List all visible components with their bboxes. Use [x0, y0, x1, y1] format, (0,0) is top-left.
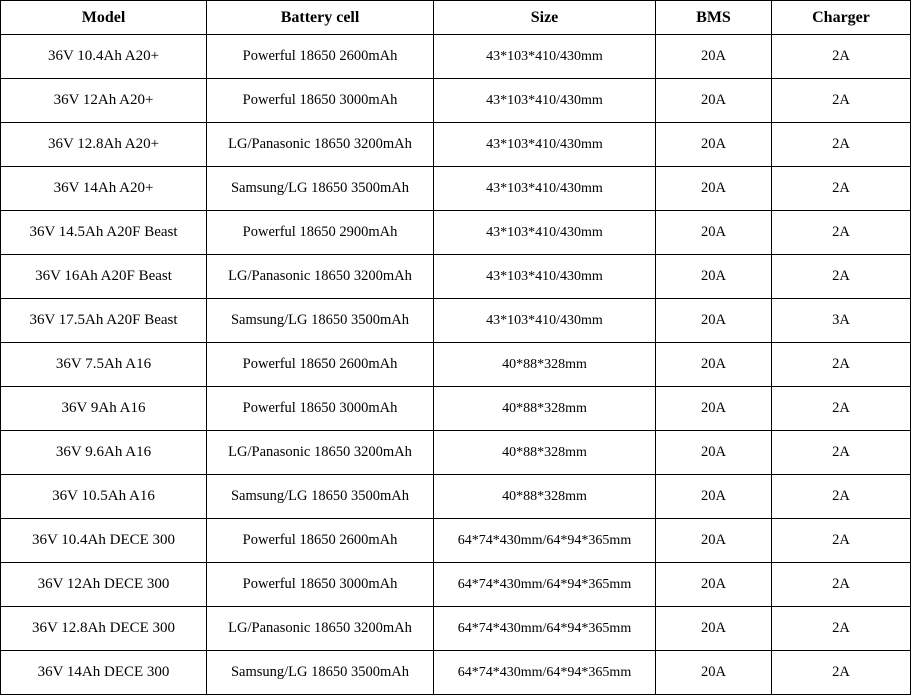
table-row [1, 123, 911, 167]
cell-battery-cell: Samsung/LG 18650 3500mAh [207, 167, 434, 211]
cell-size: 43*103*410/430mm [434, 299, 656, 343]
cell-bms: 20A [656, 123, 772, 167]
table-row [1, 211, 911, 255]
cell-model: 36V 12Ah DECE 300 [1, 563, 207, 607]
cell-battery-cell: Powerful 18650 2600mAh [207, 343, 434, 387]
cell-model: 36V 9Ah A16 [1, 387, 207, 431]
table-row [1, 475, 911, 519]
cell-battery-cell: Samsung/LG 18650 3500mAh [207, 299, 434, 343]
cell-model: 36V 14Ah A20+ [1, 167, 207, 211]
cell-bms: 20A [656, 211, 772, 255]
cell-size: 40*88*328mm [434, 343, 656, 387]
cell-battery-cell: Powerful 18650 2900mAh [207, 211, 434, 255]
table-row [1, 343, 911, 387]
cell-model: 36V 10.4Ah DECE 300 [1, 519, 207, 563]
cell-bms: 20A [656, 475, 772, 519]
table-row [1, 79, 911, 123]
cell-charger: 2A [772, 79, 911, 123]
cell-bms: 20A [656, 343, 772, 387]
cell-charger: 2A [772, 255, 911, 299]
cell-battery-cell: Powerful 18650 2600mAh [207, 35, 434, 79]
table-row [1, 431, 911, 475]
cell-bms: 20A [656, 607, 772, 651]
header-charger: Charger [772, 1, 911, 35]
cell-battery-cell: Samsung/LG 18650 3500mAh [207, 475, 434, 519]
cell-size: 43*103*410/430mm [434, 35, 656, 79]
cell-charger: 2A [772, 167, 911, 211]
cell-size: 64*74*430mm/64*94*365mm [434, 651, 656, 695]
cell-size: 43*103*410/430mm [434, 167, 656, 211]
cell-bms: 20A [656, 563, 772, 607]
table-header [1, 1, 911, 35]
table-row [1, 519, 911, 563]
cell-charger: 3A [772, 299, 911, 343]
cell-bms: 20A [656, 79, 772, 123]
cell-model: 36V 7.5Ah A16 [1, 343, 207, 387]
cell-battery-cell: Powerful 18650 3000mAh [207, 387, 434, 431]
cell-charger: 2A [772, 343, 911, 387]
cell-bms: 20A [656, 167, 772, 211]
cell-charger: 2A [772, 563, 911, 607]
cell-size: 64*74*430mm/64*94*365mm [434, 519, 656, 563]
table-row [1, 387, 911, 431]
cell-bms: 20A [656, 431, 772, 475]
cell-battery-cell: Powerful 18650 3000mAh [207, 79, 434, 123]
cell-model: 36V 17.5Ah A20F Beast [1, 299, 207, 343]
cell-battery-cell: LG/Panasonic 18650 3200mAh [207, 123, 434, 167]
cell-model: 36V 14Ah DECE 300 [1, 651, 207, 695]
cell-size: 64*74*430mm/64*94*365mm [434, 607, 656, 651]
cell-charger: 2A [772, 519, 911, 563]
cell-model: 36V 9.6Ah A16 [1, 431, 207, 475]
cell-battery-cell: Powerful 18650 3000mAh [207, 563, 434, 607]
cell-battery-cell: LG/Panasonic 18650 3200mAh [207, 255, 434, 299]
cell-model: 36V 16Ah A20F Beast [1, 255, 207, 299]
cell-model: 36V 12Ah A20+ [1, 79, 207, 123]
cell-size: 43*103*410/430mm [434, 255, 656, 299]
table-row [1, 167, 911, 211]
cell-bms: 20A [656, 651, 772, 695]
cell-bms: 20A [656, 519, 772, 563]
cell-size: 64*74*430mm/64*94*365mm [434, 563, 656, 607]
cell-size: 40*88*328mm [434, 475, 656, 519]
cell-bms: 20A [656, 35, 772, 79]
table-row [1, 255, 911, 299]
cell-battery-cell: Powerful 18650 2600mAh [207, 519, 434, 563]
cell-model: 36V 14.5Ah A20F Beast [1, 211, 207, 255]
table-body [1, 35, 911, 695]
header-battery-cell: Battery cell [207, 1, 434, 35]
header-size: Size [434, 1, 656, 35]
cell-charger: 2A [772, 651, 911, 695]
table-row [1, 651, 911, 695]
cell-charger: 2A [772, 123, 911, 167]
header-bms: BMS [656, 1, 772, 35]
cell-bms: 20A [656, 387, 772, 431]
header-row [1, 1, 911, 35]
cell-battery-cell: LG/Panasonic 18650 3200mAh [207, 431, 434, 475]
table-row [1, 299, 911, 343]
table-row [1, 607, 911, 651]
cell-battery-cell: LG/Panasonic 18650 3200mAh [207, 607, 434, 651]
cell-battery-cell: Samsung/LG 18650 3500mAh [207, 651, 434, 695]
cell-model: 36V 12.8Ah DECE 300 [1, 607, 207, 651]
header-model: Model [1, 1, 207, 35]
cell-size: 40*88*328mm [434, 387, 656, 431]
cell-bms: 20A [656, 299, 772, 343]
table-row [1, 563, 911, 607]
cell-charger: 2A [772, 211, 911, 255]
cell-charger: 2A [772, 35, 911, 79]
cell-size: 43*103*410/430mm [434, 211, 656, 255]
cell-bms: 20A [656, 255, 772, 299]
cell-size: 43*103*410/430mm [434, 123, 656, 167]
cell-charger: 2A [772, 607, 911, 651]
cell-size: 40*88*328mm [434, 431, 656, 475]
cell-model: 36V 10.5Ah A16 [1, 475, 207, 519]
cell-size: 43*103*410/430mm [434, 79, 656, 123]
cell-charger: 2A [772, 475, 911, 519]
cell-model: 36V 10.4Ah A20+ [1, 35, 207, 79]
table-row [1, 35, 911, 79]
cell-charger: 2A [772, 431, 911, 475]
cell-charger: 2A [772, 387, 911, 431]
cell-model: 36V 12.8Ah A20+ [1, 123, 207, 167]
